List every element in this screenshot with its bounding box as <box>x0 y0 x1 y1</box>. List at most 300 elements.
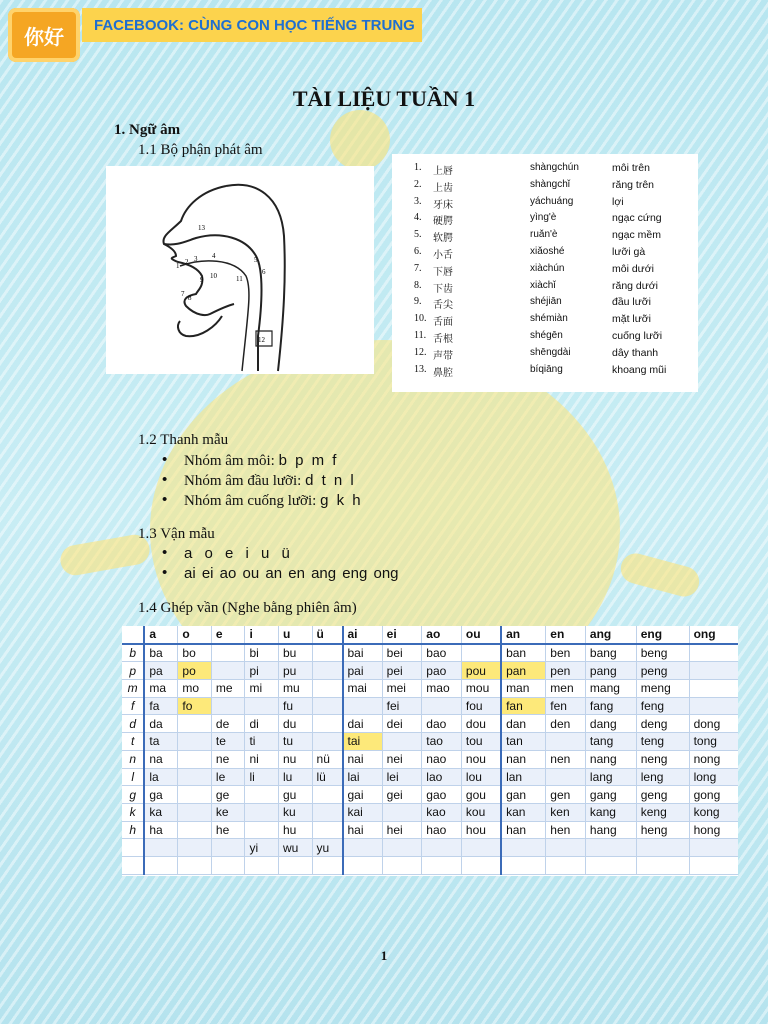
syllable-cell: dong <box>689 715 738 733</box>
legend-cn: 舌面 <box>433 317 453 329</box>
syllable-cell: dang <box>585 715 636 733</box>
table-row <box>122 715 738 733</box>
syllable-cell: pi <box>245 662 279 680</box>
syllable-cell <box>546 856 586 874</box>
syllable-cell <box>422 697 462 715</box>
syllable-cell: kan <box>501 803 546 821</box>
head-profile-illustration <box>106 166 374 374</box>
legend-row <box>392 330 698 346</box>
legend-num: 12. <box>414 346 427 358</box>
legend-row <box>392 246 698 262</box>
syllable-cell: ku <box>278 803 312 821</box>
syllable-cell <box>689 662 738 680</box>
table-row <box>122 733 738 751</box>
syllable-cell <box>689 856 738 874</box>
legend-cn: 下唇 <box>433 266 453 278</box>
syllable-cell <box>312 733 342 751</box>
syllable-cell: di <box>245 715 279 733</box>
syllable-cell <box>461 839 501 857</box>
table-header-cell: u <box>278 626 312 644</box>
table-header-cell: ei <box>382 626 422 644</box>
syllable-cell: pou <box>461 662 501 680</box>
initial-cell: b <box>122 644 144 662</box>
legend-py: yáchuáng <box>530 195 574 207</box>
syllable-cell <box>312 856 342 874</box>
table-row <box>122 644 738 662</box>
table-row <box>122 856 738 874</box>
syllable-cell <box>312 821 342 839</box>
syllable-cell: fu <box>278 697 312 715</box>
syllable-cell: pao <box>422 662 462 680</box>
legend-cn: 上唇 <box>433 166 453 177</box>
syllable-cell <box>211 644 245 662</box>
legend-cn: 鼻腔 <box>433 367 453 379</box>
legend-vn: đầu lưỡi <box>612 296 652 309</box>
legend-cn: 小舌 <box>433 250 453 261</box>
syllable-cell <box>245 697 279 715</box>
syllable-cell <box>245 821 279 839</box>
syllable-cell: gu <box>278 786 312 804</box>
syllable-cell: kong <box>689 803 738 821</box>
syllable-cell: dai <box>343 715 383 733</box>
syllable-cell <box>689 680 738 698</box>
syllable-cell: ka <box>144 803 178 821</box>
syllable-cell: nü <box>312 750 342 768</box>
diagram-label: 4 <box>212 252 216 260</box>
syllable-cell: ne <box>211 750 245 768</box>
legend-cn: 牙床 <box>433 199 453 211</box>
table-header-cell: ang <box>585 626 636 644</box>
syllable-cell: nan <box>501 750 546 768</box>
syllable-cell: kao <box>422 803 462 821</box>
syllable-cell <box>461 856 501 874</box>
syllable-cell: lü <box>312 768 342 786</box>
syllable-cell: lei <box>382 768 422 786</box>
subsection-1-3: 1.3 Vận mẫu <box>138 526 215 542</box>
legend-vn: răng trên <box>612 178 655 191</box>
legend-cn: 软腭 <box>433 233 453 245</box>
legend-row <box>392 364 698 380</box>
syllable-cell: tou <box>461 733 501 751</box>
list-item: • Nhóm âm đầu lưỡi: d t n l <box>184 472 363 492</box>
syllable-cell: fou <box>461 697 501 715</box>
syllable-cell: bai <box>343 644 383 662</box>
syllable-cell: nu <box>278 750 312 768</box>
syllable-cell: lu <box>278 768 312 786</box>
diagram-label: 7 <box>181 290 185 298</box>
legend-vn: lợi <box>612 195 624 208</box>
syllable-cell <box>211 697 245 715</box>
syllable-cell: tu <box>278 733 312 751</box>
section-heading: 1. Ngữ âm <box>114 122 181 138</box>
syllable-cell: pu <box>278 662 312 680</box>
table-header-cell: ai <box>343 626 383 644</box>
legend-row <box>392 280 698 296</box>
initial-cell: g <box>122 786 144 804</box>
logo-icon: 你好 <box>8 8 80 62</box>
syllable-cell: me <box>211 680 245 698</box>
legend-vn: răng dưới <box>612 279 659 292</box>
syllable-cell: mang <box>585 680 636 698</box>
legend-vn: mặt lưỡi <box>612 313 652 326</box>
syllable-cell: gan <box>501 786 546 804</box>
syllable-cell <box>144 856 178 874</box>
finals-list <box>184 545 399 585</box>
syllable-cell: deng <box>636 715 689 733</box>
initial-cell <box>122 856 144 874</box>
syllable-cell: gei <box>382 786 422 804</box>
diagram-label: 12 <box>258 336 265 344</box>
table-header-cell: an <box>501 626 546 644</box>
syllable-cell: tai <box>343 733 383 751</box>
legend-py: yìng'è <box>530 212 557 224</box>
facebook-banner: FACEBOOK: CÙNG CON HỌC TIẾNG TRUNG <box>82 8 422 42</box>
syllable-cell: nou <box>461 750 501 768</box>
syllable-cell: dan <box>501 715 546 733</box>
syllable-cell: fa <box>144 697 178 715</box>
legend-num: 11. <box>414 330 427 341</box>
syllable-cell: ken <box>546 803 586 821</box>
syllable-cell: gang <box>585 786 636 804</box>
syllable-cell: le <box>211 768 245 786</box>
legend-row <box>392 296 698 312</box>
table-header-cell: ao <box>422 626 462 644</box>
syllable-cell: beng <box>636 644 689 662</box>
legend-cn: 上齿 <box>433 182 453 194</box>
legend-vn: cuống lưỡi <box>612 330 663 342</box>
legend-py: shēngdài <box>530 346 571 358</box>
diagram-label: 1 <box>176 262 180 270</box>
syllable-cell: la <box>144 768 178 786</box>
syllable-cell: han <box>501 821 546 839</box>
diagram-label: 10 <box>210 272 217 280</box>
initial-cell: m <box>122 680 144 698</box>
syllable-cell <box>689 839 738 857</box>
syllable-cell: tan <box>501 733 546 751</box>
syllable-cell <box>178 733 212 751</box>
legend-num: 8. <box>414 279 422 291</box>
legend-row <box>392 229 698 245</box>
syllable-cell: po <box>178 662 212 680</box>
legend-vn: ngạc mềm <box>612 229 662 242</box>
syllable-cell: mai <box>343 680 383 698</box>
syllable-cell: kang <box>585 803 636 821</box>
syllable-cell: lan <box>501 768 546 786</box>
legend-vn: môi trên <box>612 162 650 174</box>
initial-cell: h <box>122 821 144 839</box>
syllable-cell: hen <box>546 821 586 839</box>
table-row <box>122 786 738 804</box>
syllable-cell <box>312 662 342 680</box>
initial-cell: t <box>122 733 144 751</box>
syllable-cell: hou <box>461 821 501 839</box>
syllable-cell: hai <box>343 821 383 839</box>
syllable-cell: hei <box>382 821 422 839</box>
syllable-cell: hang <box>585 821 636 839</box>
syllable-cell: fen <box>546 697 586 715</box>
diagram-label: 5 <box>254 256 258 264</box>
legend-num: 2. <box>414 178 422 190</box>
legend-num: 7. <box>414 262 422 274</box>
syllable-cell: bang <box>585 644 636 662</box>
legend-py: xiàchǐ <box>530 279 556 291</box>
syllable-cell: yu <box>312 839 342 857</box>
decorative-ray <box>330 110 390 170</box>
diagram-label: 8 <box>188 294 192 302</box>
syllable-cell: nai <box>343 750 383 768</box>
syllable-cell <box>211 839 245 857</box>
legend-cn: 声带 <box>433 350 453 362</box>
syllable-cell: lou <box>461 768 501 786</box>
table-header-cell: o <box>178 626 212 644</box>
syllable-cell <box>211 662 245 680</box>
table-header-cell: en <box>546 626 586 644</box>
syllable-cell <box>178 768 212 786</box>
syllable-cell: na <box>144 750 178 768</box>
syllable-cell: gong <box>689 786 738 804</box>
syllable-cell <box>636 839 689 857</box>
legend-py: bíqiāng <box>530 363 563 375</box>
legend-row <box>392 313 698 329</box>
syllable-cell: lang <box>585 768 636 786</box>
syllable-cell: nao <box>422 750 462 768</box>
syllable-cell <box>343 697 383 715</box>
table-header-cell: e <box>211 626 245 644</box>
syllable-cell: men <box>546 680 586 698</box>
syllable-cell <box>382 839 422 857</box>
syllable-cell: he <box>211 821 245 839</box>
legend-vn: ngạc cứng <box>612 212 662 225</box>
syllable-cell <box>312 644 342 662</box>
legend-py: ruǎn'è <box>530 229 558 241</box>
table-row <box>122 750 738 768</box>
list-item: • Nhóm âm môi: b p m f <box>184 452 363 472</box>
syllable-cell <box>245 786 279 804</box>
syllable-cell: bi <box>245 644 279 662</box>
syllable-cell <box>501 856 546 874</box>
syllable-cell: ta <box>144 733 178 751</box>
table-header-cell: a <box>144 626 178 644</box>
syllable-cell <box>312 803 342 821</box>
table-header-cell: i <box>245 626 279 644</box>
legend-py: shéjiān <box>530 296 562 308</box>
syllable-cell: ti <box>245 733 279 751</box>
syllable-cell: te <box>211 733 245 751</box>
syllable-cell <box>211 856 245 874</box>
table-row <box>122 697 738 715</box>
legend-py: shàngchǐ <box>530 178 571 190</box>
syllable-cell: fei <box>382 697 422 715</box>
initial-cell: f <box>122 697 144 715</box>
legend-num: 6. <box>414 246 422 257</box>
legend-cn: 舌根 <box>433 334 453 345</box>
syllable-cell: kai <box>343 803 383 821</box>
table-row <box>122 662 738 680</box>
syllable-cell <box>585 839 636 857</box>
syllable-cell <box>382 856 422 874</box>
initial-cell: k <box>122 803 144 821</box>
legend-vn: dây thanh <box>612 346 659 359</box>
legend-row <box>392 162 698 178</box>
legend-row <box>392 212 698 228</box>
syllable-cell: fo <box>178 697 212 715</box>
legend-num: 3. <box>414 195 422 207</box>
syllable-cell: feng <box>636 697 689 715</box>
syllable-cell: pang <box>585 662 636 680</box>
diagram-label: 6 <box>262 268 266 276</box>
syllable-cell: nei <box>382 750 422 768</box>
syllable-cell: den <box>546 715 586 733</box>
syllable-cell: ben <box>546 644 586 662</box>
initial-cell: d <box>122 715 144 733</box>
legend-vn: lưỡi gà <box>612 246 646 258</box>
syllable-cell <box>245 856 279 874</box>
legend-vn: khoang mũi <box>612 363 667 376</box>
syllable-cell: pa <box>144 662 178 680</box>
syllable-cell: bu <box>278 644 312 662</box>
syllable-cell <box>312 786 342 804</box>
syllable-cell <box>422 856 462 874</box>
table-row <box>122 680 738 698</box>
diagram-label: 13 <box>198 224 205 232</box>
syllable-cell: ha <box>144 821 178 839</box>
syllable-cell <box>178 803 212 821</box>
syllable-cell: wu <box>278 839 312 857</box>
syllable-cell: mei <box>382 680 422 698</box>
legend-py: shégēn <box>530 330 563 341</box>
syllable-cell: hong <box>689 821 738 839</box>
syllable-cell <box>636 856 689 874</box>
table-row <box>122 803 738 821</box>
syllable-cell: nen <box>546 750 586 768</box>
syllable-cell <box>422 839 462 857</box>
legend-py: xiàchún <box>530 262 565 274</box>
syllable-cell: hao <box>422 821 462 839</box>
pinyin-combination-table <box>122 626 738 876</box>
syllable-cell: gou <box>461 786 501 804</box>
syllable-cell <box>178 750 212 768</box>
legend-vn: môi dưới <box>612 262 654 275</box>
syllable-cell: gen <box>546 786 586 804</box>
syllable-cell: long <box>689 768 738 786</box>
syllable-cell: gai <box>343 786 383 804</box>
syllable-cell: neng <box>636 750 689 768</box>
legend-py: xiǎoshé <box>530 246 565 257</box>
syllable-cell: leng <box>636 768 689 786</box>
decorative-ray <box>617 550 702 600</box>
legend-row <box>392 263 698 279</box>
syllable-cell: keng <box>636 803 689 821</box>
legend-cn: 舌尖 <box>433 300 453 312</box>
page-number: 1 <box>380 948 388 963</box>
syllable-cell: teng <box>636 733 689 751</box>
syllable-cell: pen <box>546 662 586 680</box>
syllable-cell <box>178 715 212 733</box>
syllable-cell <box>178 821 212 839</box>
syllable-cell: pai <box>343 662 383 680</box>
diagram-label: 11 <box>236 275 243 283</box>
table-row <box>122 821 738 839</box>
syllable-cell: mu <box>278 680 312 698</box>
syllable-cell: fang <box>585 697 636 715</box>
syllable-cell <box>689 644 738 662</box>
syllable-cell <box>178 856 212 874</box>
syllable-cell: du <box>278 715 312 733</box>
table-header-cell: ü <box>312 626 342 644</box>
syllable-cell: dou <box>461 715 501 733</box>
subsection-1-4: 1.4 Ghép vần (Nghe bằng phiên âm) <box>138 600 357 616</box>
speech-organs-legend <box>392 154 698 392</box>
syllable-cell: de <box>211 715 245 733</box>
syllable-cell: dei <box>382 715 422 733</box>
syllable-cell <box>382 803 422 821</box>
initials-list <box>184 452 363 512</box>
syllable-cell: mao <box>422 680 462 698</box>
syllable-cell <box>585 856 636 874</box>
table-header-cell: eng <box>636 626 689 644</box>
legend-num: 10. <box>414 313 427 325</box>
syllable-cell <box>546 733 586 751</box>
speech-organs-diagram <box>106 166 374 374</box>
syllable-cell <box>178 786 212 804</box>
initial-cell <box>122 839 144 857</box>
initial-cell: n <box>122 750 144 768</box>
syllable-cell: bao <box>422 644 462 662</box>
syllable-cell: li <box>245 768 279 786</box>
syllable-cell: mo <box>178 680 212 698</box>
syllable-cell: mi <box>245 680 279 698</box>
syllable-cell: nang <box>585 750 636 768</box>
syllable-cell <box>382 733 422 751</box>
table-header-cell: ou <box>461 626 501 644</box>
legend-row <box>392 179 698 195</box>
table-row <box>122 839 738 857</box>
syllable-cell: geng <box>636 786 689 804</box>
initial-cell: l <box>122 768 144 786</box>
syllable-cell: tao <box>422 733 462 751</box>
syllable-cell <box>178 839 212 857</box>
syllable-cell: bei <box>382 644 422 662</box>
syllable-cell: meng <box>636 680 689 698</box>
legend-num: 13. <box>414 363 427 375</box>
syllable-cell: pan <box>501 662 546 680</box>
list-item: • ai ei ao ou an en ang eng ong <box>184 565 399 585</box>
legend-cn: 硬腭 <box>433 216 453 228</box>
legend-row <box>392 347 698 363</box>
syllable-cell: ma <box>144 680 178 698</box>
syllable-cell <box>245 803 279 821</box>
syllable-cell <box>312 715 342 733</box>
syllable-cell: ke <box>211 803 245 821</box>
legend-row <box>392 196 698 212</box>
diagram-label: 2 <box>185 258 189 266</box>
syllable-cell: tang <box>585 733 636 751</box>
syllable-cell: mou <box>461 680 501 698</box>
syllable-cell: tong <box>689 733 738 751</box>
syllable-cell: ba <box>144 644 178 662</box>
syllable-cell <box>144 839 178 857</box>
syllable-cell <box>546 768 586 786</box>
list-item: • Nhóm âm cuống lưỡi: g k h <box>184 492 363 512</box>
syllable-cell <box>546 839 586 857</box>
syllable-cell: pei <box>382 662 422 680</box>
syllable-cell: peng <box>636 662 689 680</box>
page-title: TÀI LIỆU TUẦN 1 <box>292 86 476 111</box>
syllable-cell <box>461 644 501 662</box>
initial-cell: p <box>122 662 144 680</box>
syllable-cell: ge <box>211 786 245 804</box>
syllable-cell: dao <box>422 715 462 733</box>
